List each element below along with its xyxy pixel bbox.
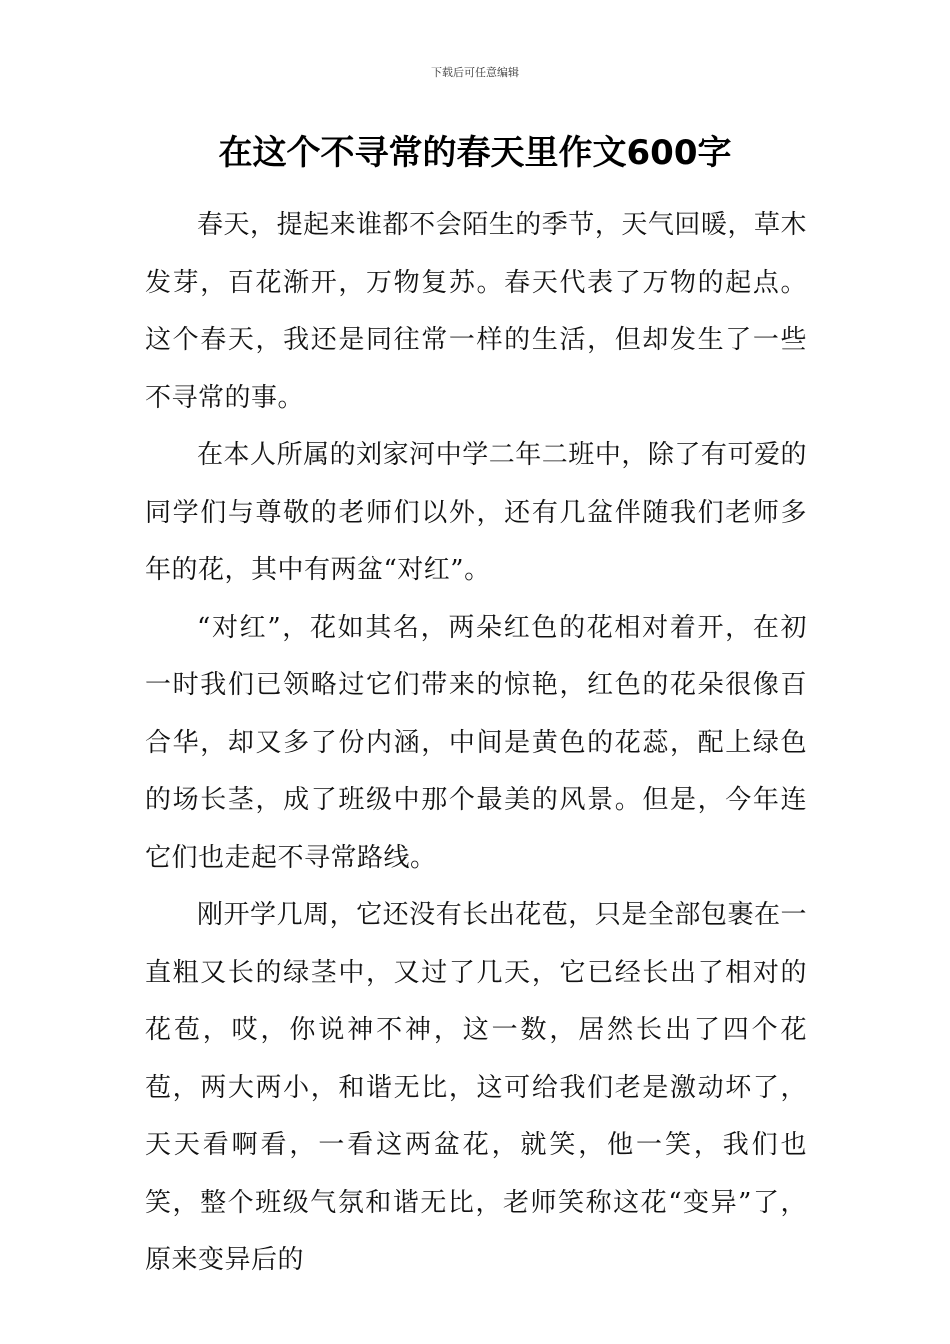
paragraph-4: 刚开学几周，它还没有长出花苞，只是全部包裹在一直粗又长的绿茎中，又过了几天，它已经长出了相对的花苞，哎，你说神不神，这一数，居然长出了四个花苞，两大两小，和谐无比，这可给我们老是激动坏了，天天看啊看，一看这两盆花，就笑，他一笑，我们也笑，整个班级气氛和谐无比，老师笑称这花“变异”了，原来变异后的	[145, 900, 807, 1275]
paragraph-3: “对红”，花如其名，两朵红色的花相对着开，在初一时我们已领略过它们带来的惊艳，红色的花朵很像百合华，却又多了份内涵，中间是黄色的花蕊，配上绿色的场长茎，成了班级中那个最美的风景。但是，今年连它们也走起不寻常路线。	[145, 612, 807, 873]
document-body	[145, 197, 807, 1290]
paragraph-2: 在本人所属的刘家河中学二年二班中，除了有可爱的同学们与尊敬的老师们以外，还有几盆伴随我们老师多年的花，其中有两盆“对红”。	[145, 440, 807, 585]
paragraph-1: 春天，提起来谁都不会陌生的季节，天气回暖，草木发芽，百花渐开，万物复苏。春天代表了万物的起点。这个春天，我还是同往常一样的生活，但却发生了一些不寻常的事。	[145, 210, 807, 413]
header-note: 下载后可任意编辑	[431, 66, 519, 79]
document-title: 在这个不寻常的春天里作文600字	[218, 133, 732, 173]
